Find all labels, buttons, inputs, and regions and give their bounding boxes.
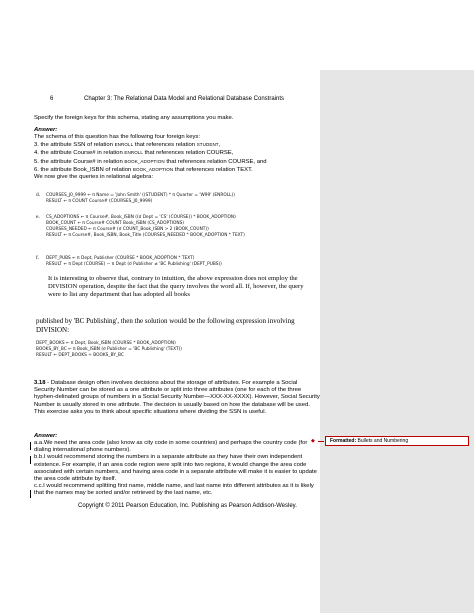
- question-body: - Database design often involves decisions about the storage of attributes. For example a Social Security Number can be stored as a one attribute or split into three attributes (one for each of the three hyphen-delinated groups of numbers in a Social Security Number—XXX-XX-XXXX). However, Social Security Number is usually stored in one attribute. The decision is usually based on how the database will be used. This exercise asks you to think about specific situations where dividing the SSN is useful.: [34, 380, 320, 415]
- answer-item-b: b.b.I would recommend storing the numbers in a separate attribute as they have their own independent existence. For example, if an area code region were split into two regions, it would change the area code associated with certain numbers, and having area code in a separate attribute will make it is easier to update the area code attribute by itself.: [34, 454, 317, 483]
- query-line: COURSES_J0_9999 ← π Name = 'John Smith' ((STUDENT) * π Quarter = 'W99' (ENROLL)): [46, 193, 235, 198]
- schema-line-outro: We now give the queries in relational algebra:: [34, 174, 154, 181]
- question-3-18: [34, 380, 320, 416]
- formatting-comment-balloon[interactable]: [325, 436, 469, 446]
- division-intro: published by 'BC Publishing', then the solution would be the following expression involving DIVISION:: [36, 317, 295, 334]
- query-line: COURSES_NEEDED ← π Course# (σ COUNT_Book_ISBN > 2 (BOOK_COUNT)): [46, 227, 209, 233]
- revision-bar: [30, 442, 31, 450]
- schema-line-5: 5. the attribute Course# in relation BOOK_ADOPTION that references relation COURSE, and: [34, 158, 267, 165]
- comment-anchor-icon: ◆: [311, 438, 315, 444]
- query-line: RESULT ← DEPT_BOOKS ÷ BOOKS_BY_BC: [36, 353, 124, 359]
- query-line: BOOK_COUNT ← π Course# COUNT Book_ISBN (CS_ADOPTIONS): [46, 221, 184, 227]
- revision-bar: [30, 490, 31, 498]
- comment-connector: [318, 441, 324, 442]
- answer-item-c: c.c.I would recommend splitting first name, middle name, and last name into different attributes as it is likely that the names may be sorted and/or retrieved by the last name, etc.: [34, 483, 314, 497]
- question-text: Specify the foreign keys for this schema, stating any assumptions you make.: [34, 115, 234, 121]
- query-line: RESULT ← π Course#, Book_ISBN, Book_Title (COURSES_NEEDED * BOOK_ADOPTION * TEXT): [46, 233, 245, 239]
- answer-label: Answer:: [34, 127, 58, 133]
- comment-margin-pane: [320, 70, 474, 613]
- query-line: RESULT ← π Dept (COURSE) − π Dept (σ Publisher ≠ 'BC Publishing' (DEPT_PUBS)): [46, 262, 222, 268]
- schema-line-intro: The schema of this question has the following four foreign keys:: [34, 134, 201, 140]
- schema-line-3: 3. the attribute SSN of relation ENROLL that references relation STUDENT,: [34, 142, 221, 149]
- query-label: f.: [36, 255, 40, 261]
- division-query: [36, 341, 316, 359]
- revision-bar: [30, 456, 31, 464]
- answer-label-2: Answer:: [34, 433, 58, 439]
- copyright-footer: Copyright © 2011 Pearson Education, Inc. Publishing as Pearson Addison-Wesley.: [78, 503, 297, 509]
- query-line: CS_ADOPTIONS ← π Course#, Book_ISBN ((σ Dept = 'CS' (COURSE)) * BOOK_ADOPTION): [46, 215, 236, 220]
- chapter-header: Chapter 3: The Relational Data Model and Relational Database Constraints: [84, 96, 285, 102]
- schema-line-6: 6. the attribute Book_ISBN of relation BOOK_ADOPTION that references relation TEXT.: [34, 166, 253, 173]
- comment-value: Bullets and Numbering: [357, 438, 409, 444]
- query-line: DEPT_BOOKS ← π Dept, Book_ISBN (COURSE * BOOK_ADOPTION): [36, 341, 176, 346]
- answer-list: [34, 440, 320, 498]
- query-d: [36, 192, 316, 205]
- page-number: 6: [50, 96, 54, 102]
- query-line: DEPT_PUBS ← π Dept, Publisher (COURSE * BOOK_ADOPTION * TEXT): [46, 256, 195, 261]
- schema-description: [34, 134, 320, 181]
- query-label: d.: [36, 192, 41, 198]
- query-e: [36, 214, 316, 239]
- answer-item-a: a.a.We need the area code (also know as city code in some countries) and perhaps the country code (for dialing international phone numbers).: [34, 440, 308, 454]
- query-label: e.: [36, 214, 40, 220]
- interest-paragraph: It is interesting to observe that, contrary to intuition, the above expression does not employ the DIVISION operation, despite the fact that the query involves the word all. If, however, the query were to list any department that has adopted all books: [48, 275, 304, 299]
- query-line: BOOKS_BY_BC ← π Book_ISBN (σ Publisher = 'BC Publishing' (TEXT)): [36, 347, 182, 353]
- query-line: RESULT ← π COUNT Course# (COURSES_J0_9999): [46, 199, 153, 205]
- query-f: [36, 255, 316, 268]
- question-number: 3.18: [34, 380, 46, 386]
- comment-label: Formatted:: [330, 438, 357, 444]
- schema-line-4: 4. the attribute Course# in relation ENROLL that references relation COURSE,: [34, 150, 234, 157]
